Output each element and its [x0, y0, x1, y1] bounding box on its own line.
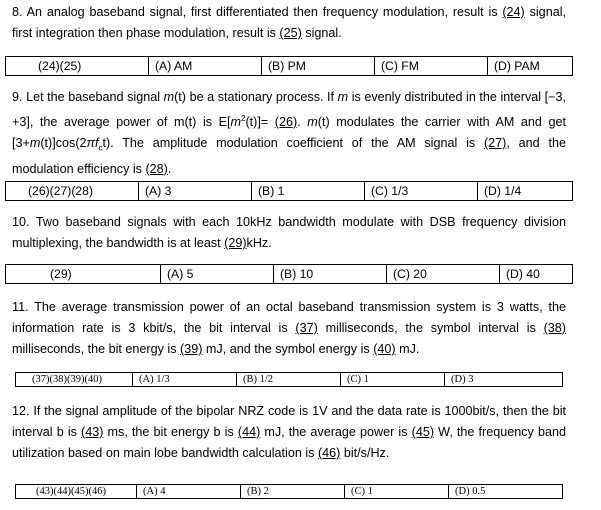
- q10-text-a: 10. Two baseband signals with each 10kHz bandwidth modulate with DSB frequency division multiplexing, the bandwidth is at least: [12, 215, 566, 250]
- q9-t6: (t) modulates the carrier with AM and get [3+: [12, 115, 566, 151]
- q12-text-a: 12. If the signal amplitude of the bipolar NRZ code is 1V and the data rate is 1000bit/s, then the bit interval b is: [12, 404, 566, 439]
- question-12-text: [12, 401, 566, 464]
- q11-text-e: mJ.: [395, 342, 420, 356]
- q8-text-b: signal, first integration then phase modulation, result is: [12, 5, 566, 40]
- blank-28: (28): [145, 161, 168, 176]
- q9-m5: m: [29, 136, 41, 151]
- blank-40: (40): [373, 342, 396, 356]
- q10-option-c: (C) 20: [387, 265, 500, 284]
- blank-27: (27): [483, 136, 507, 151]
- question-10-text: [12, 212, 566, 254]
- q10-options-row: [6, 265, 573, 284]
- q9-m2: m: [337, 90, 349, 104]
- q9-sub-c: c: [98, 143, 103, 153]
- q10-option-d: (D) 40: [500, 265, 573, 284]
- blank-29: (29): [224, 236, 247, 250]
- q9-options-table: [5, 181, 573, 201]
- q11-options-row: [16, 373, 563, 387]
- q9-blank-label: (26)(27)(28): [6, 182, 139, 201]
- q12-text-c: mJ, the average power is: [260, 425, 412, 439]
- q9-t8: t). The amplitude modulation coefficient of the AM signal is: [102, 136, 484, 151]
- q11-options-table: [15, 372, 563, 387]
- q12-options-row: [16, 485, 563, 499]
- blank-24: (24): [502, 5, 525, 19]
- q9-t10: .: [167, 161, 172, 176]
- q11-text-a: 11. The average transmission power of an octal baseband transmission system is 3 watts, the information rate is 3 kbit/s, the bit interval is: [12, 300, 566, 335]
- q9-option-a: (A) 3: [139, 182, 252, 201]
- q12-blank-label: (43)(44)(45)(46): [16, 485, 137, 499]
- q10-blank-label: (29): [6, 265, 161, 284]
- q11-option-c: (C) 1: [341, 373, 445, 387]
- q11-text-d: mJ, and the symbol energy is: [202, 342, 374, 356]
- q9-sup2: 2: [241, 114, 246, 123]
- blank-26: (26): [274, 115, 298, 130]
- q12-options-table: [15, 484, 563, 499]
- q12-option-b: (B) 2: [241, 485, 345, 499]
- blank-43: (43): [81, 425, 104, 439]
- q8-option-d: (D) PAM: [488, 57, 573, 76]
- q10-option-b: (B) 10: [274, 265, 387, 284]
- q8-options-table: [5, 56, 573, 76]
- q9-pif: πf: [86, 136, 99, 151]
- q8-text-c: signal.: [301, 26, 342, 40]
- q10-options-table: [5, 264, 573, 284]
- q10-text-b: kHz.: [246, 236, 272, 250]
- blank-38: (38): [543, 321, 567, 335]
- q11-option-a: (A) 1/3: [133, 373, 237, 387]
- blank-44: (44): [237, 425, 261, 439]
- q11-text-b: milliseconds, the symbol interval is: [317, 321, 544, 335]
- blank-46: (46): [317, 446, 341, 460]
- q12-option-d: (D) 0.5: [449, 485, 563, 499]
- blank-37: (37): [295, 321, 318, 335]
- q9-option-b: (B) 1: [252, 182, 365, 201]
- q8-text-a: 8. An analog baseband signal, first differentiated then frequency modulation, result is: [12, 5, 503, 19]
- q9-m4: m: [307, 115, 318, 130]
- q9-t7: (t)]cos(2: [40, 136, 87, 151]
- q8-option-b: (B) PM: [262, 57, 375, 76]
- question-11-text: [12, 297, 566, 360]
- q12-option-c: (C) 1: [345, 485, 449, 499]
- q8-blank-label: (24)(25): [6, 57, 149, 76]
- q12-option-a: (A) 4: [137, 485, 241, 499]
- q9-option-c: (C) 1/3: [365, 182, 478, 201]
- q9-option-d: (D) 1/4: [478, 182, 573, 201]
- question-9-text: [12, 87, 566, 180]
- q9-t3: is evenly distributed in the interval [−3, +3], the average power of m(t) is E[: [12, 90, 567, 130]
- blank-39: (39): [180, 342, 203, 356]
- q11-blank-label: (37)(38)(39)(40): [16, 373, 133, 387]
- q8-options-row: [6, 57, 573, 76]
- q9-t2: (t) be a stationary process. If: [174, 90, 338, 104]
- q12-text-b: ms, the bit energy b is: [103, 425, 238, 439]
- q9-options-row: [6, 182, 573, 201]
- q9-t1: 9. Let the baseband signal: [12, 90, 164, 104]
- question-8-text: [12, 2, 566, 44]
- q8-option-c: (C) FM: [375, 57, 488, 76]
- q11-option-b: (B) 1/2: [237, 373, 341, 387]
- q9-t9: , and the modulation efficiency is: [12, 136, 566, 176]
- q11-text-c: milliseconds, the bit energy is: [12, 342, 180, 356]
- blank-45: (45): [411, 425, 435, 439]
- q9-m1: m: [163, 90, 175, 104]
- q12-text-d: W, the frequency band utilization based on main lobe bandwidth calculation is: [12, 425, 566, 460]
- q9-t5: .: [297, 115, 308, 130]
- q9-t4: (t)]=: [245, 115, 275, 130]
- blank-25: (25): [279, 26, 302, 40]
- q9-m3: m: [230, 115, 241, 130]
- q11-option-d: (D) 3: [445, 373, 563, 387]
- q12-text-e: bit/s/Hz.: [340, 446, 390, 460]
- q10-option-a: (A) 5: [161, 265, 274, 284]
- q8-option-a: (A) AM: [149, 57, 262, 76]
